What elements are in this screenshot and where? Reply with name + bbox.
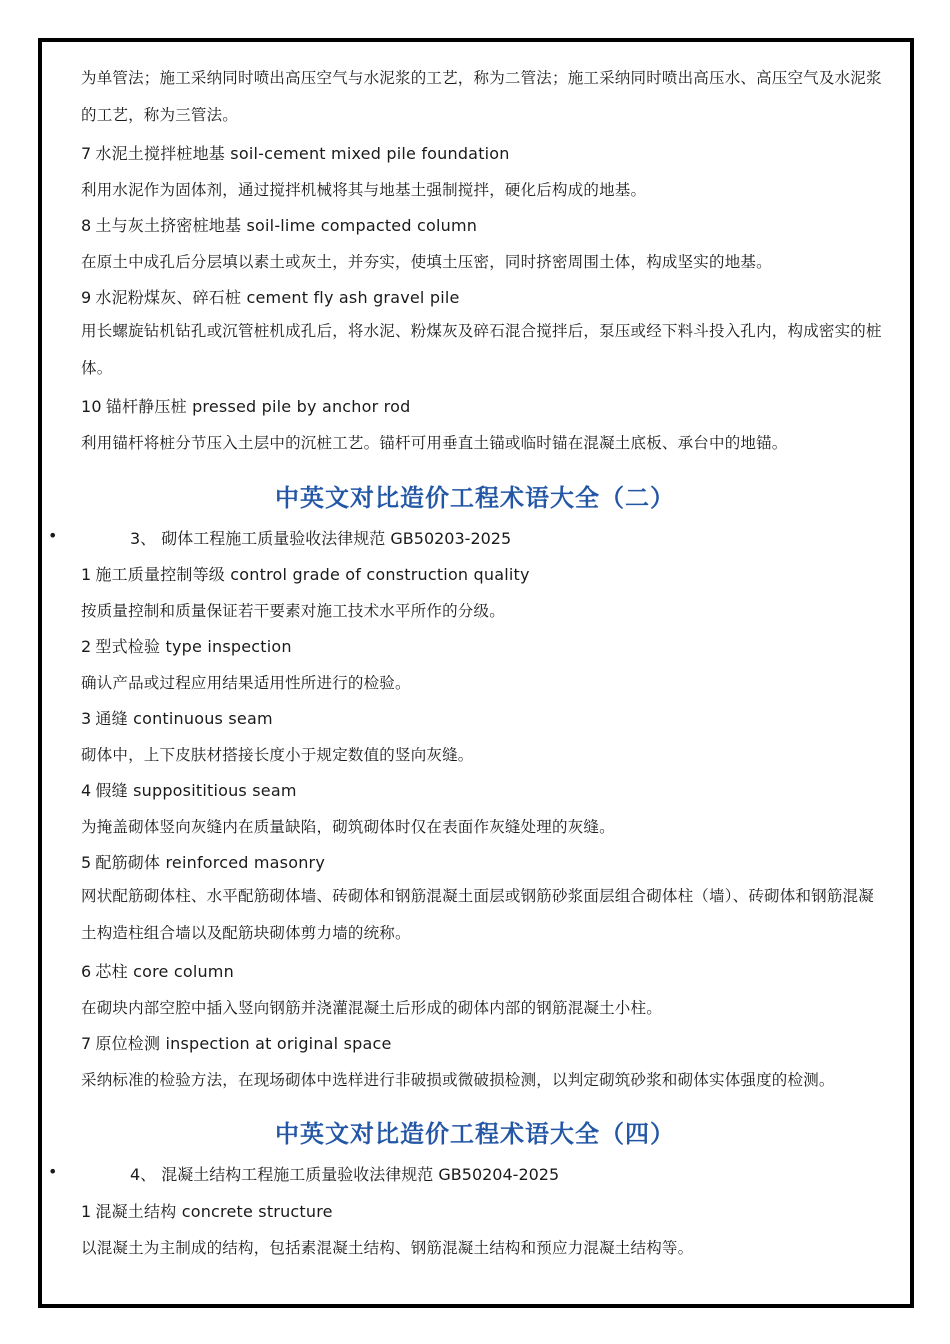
term-definition: 为掩盖砌体竖向灰缝内在质量缺陷，砌筑砌体时仅在表面作灰缝处理的灰缝。	[81, 818, 615, 836]
term-heading	[81, 394, 410, 417]
term-definition: 在原土中成孔后分层填以素土或灰土，并夯实，使填土压密，同时挤密周围土体，构成坚实的地基。	[81, 253, 772, 271]
term-definition: 以混凝土为主制成的结构，包括素混凝土结构、钢筋混凝土结构和预应力混凝土结构等。	[81, 1239, 694, 1257]
term-en: cement fly ash gravel pile	[246, 288, 460, 307]
term-zh: 芯柱	[95, 962, 128, 981]
standard-code: GB50203-2025	[390, 529, 512, 548]
standard-reference	[130, 526, 511, 549]
term-definition: 网状配筋砌体柱、水平配筋砌体墙、砖砌体和钢筋混凝土面层或钢筋砂浆面层组合砌体柱（墙）、砖砌体和钢筋混凝土构造柱组合墙以及配筋块砌体剪力墙的统称。	[81, 887, 874, 942]
term-heading	[81, 1199, 333, 1222]
term-en: soil-cement mixed pile foundation	[230, 144, 510, 163]
standard-name: 混凝土结构工程施工质量验收法律规范	[161, 1165, 434, 1184]
term-zh: 施工质量控制等级	[95, 565, 225, 584]
term-en: continuous seam	[133, 709, 273, 728]
term-number: 8	[81, 216, 92, 235]
bullet-icon: •	[48, 526, 58, 545]
term-number: 9	[81, 288, 92, 307]
standard-reference	[130, 1162, 559, 1185]
term-en: inspection at original space	[165, 1034, 392, 1053]
term-number: 2	[81, 637, 92, 656]
standard-code: GB50204-2025	[438, 1165, 560, 1184]
term-zh: 型式检验	[95, 637, 161, 656]
term-en: pressed pile by anchor rod	[192, 397, 411, 416]
term-number: 1	[81, 565, 92, 584]
term-number: 6	[81, 962, 92, 981]
term-zh: 土与灰土挤密桩地基	[95, 216, 242, 235]
list-index: 3、	[130, 529, 157, 548]
term-heading	[81, 778, 297, 801]
term-heading	[81, 213, 477, 236]
term-number: 10	[81, 397, 102, 416]
term-definition: 利用锚杆将桩分节压入土层中的沉桩工艺。锚杆可用垂直土锚或临时锚在混凝土底板、承台中的地锚。	[81, 434, 788, 452]
term-number: 7	[81, 144, 92, 163]
term-en: core column	[133, 962, 234, 981]
term-number: 7	[81, 1034, 92, 1053]
term-heading	[81, 285, 460, 308]
term-en: supposititious seam	[133, 781, 297, 800]
list-index: 4、	[130, 1165, 157, 1184]
term-heading	[81, 850, 325, 873]
term-zh: 原位检测	[95, 1034, 161, 1053]
term-zh: 通缝	[95, 709, 128, 728]
term-number: 3	[81, 709, 92, 728]
standard-name: 砌体工程施工质量验收法律规范	[161, 529, 386, 548]
term-en: control grade of construction quality	[230, 565, 530, 584]
term-heading	[81, 1031, 392, 1054]
term-zh: 配筋砌体	[95, 853, 161, 872]
term-zh: 假缝	[95, 781, 128, 800]
term-number: 4	[81, 781, 92, 800]
bullet-icon: •	[48, 1162, 58, 1181]
term-definition: 利用水泥作为固体剂，通过搅拌机械将其与地基土强制搅拌，硬化后构成的地基。	[81, 181, 647, 199]
section-title: 中英文对比造价工程术语大全（二）	[275, 484, 675, 512]
term-en: soil-lime compacted column	[246, 216, 478, 235]
term-definition: 砌体中，上下皮肤材搭接长度小于规定数值的竖向灰缝。	[81, 746, 474, 764]
term-zh: 锚杆静压桩	[105, 397, 187, 416]
term-number: 1	[81, 1202, 92, 1221]
term-definition: 在砌块内部空腔中插入竖向钢筋并浇灌混凝土后形成的砌体内部的钢筋混凝土小柱。	[81, 999, 662, 1017]
term-definition: 采纳标准的检验方法，在现场砌体中选样进行非破损或微破损检测，以判定砌筑砂浆和砌体实体强度的检测。	[81, 1071, 835, 1089]
term-heading	[81, 706, 273, 729]
section-title: 中英文对比造价工程术语大全（四）	[275, 1120, 675, 1148]
term-heading	[81, 634, 292, 657]
term-definition: 按质量控制和质量保证若干要素对施工技术水平所作的分级。	[81, 602, 505, 620]
term-en: reinforced masonry	[165, 853, 325, 872]
term-en: concrete structure	[181, 1202, 333, 1221]
term-number: 5	[81, 853, 92, 872]
term-heading	[81, 562, 530, 585]
term-heading	[81, 959, 234, 982]
term-zh: 水泥土搅拌桩地基	[95, 144, 225, 163]
term-zh: 混凝土结构	[95, 1202, 177, 1221]
term-definition: 用长螺旋钻机钻孔或沉管桩机成孔后，将水泥、粉煤灰及碎石混合搅拌后，泵压或经下料斗投入孔内，构成密实的桩体。	[81, 322, 882, 377]
term-definition: 确认产品或过程应用结果适用性所进行的检验。	[81, 674, 411, 692]
paragraph-continuation: 为单管法；施工采纳同时喷出高压空气与水泥浆的工艺，称为二管法；施工采纳同时喷出高压水、高压空气及水泥浆的工艺，称为三管法。	[81, 69, 882, 124]
term-zh: 水泥粉煤灰、碎石桩	[95, 288, 242, 307]
term-en: type inspection	[165, 637, 292, 656]
term-heading	[81, 141, 510, 164]
